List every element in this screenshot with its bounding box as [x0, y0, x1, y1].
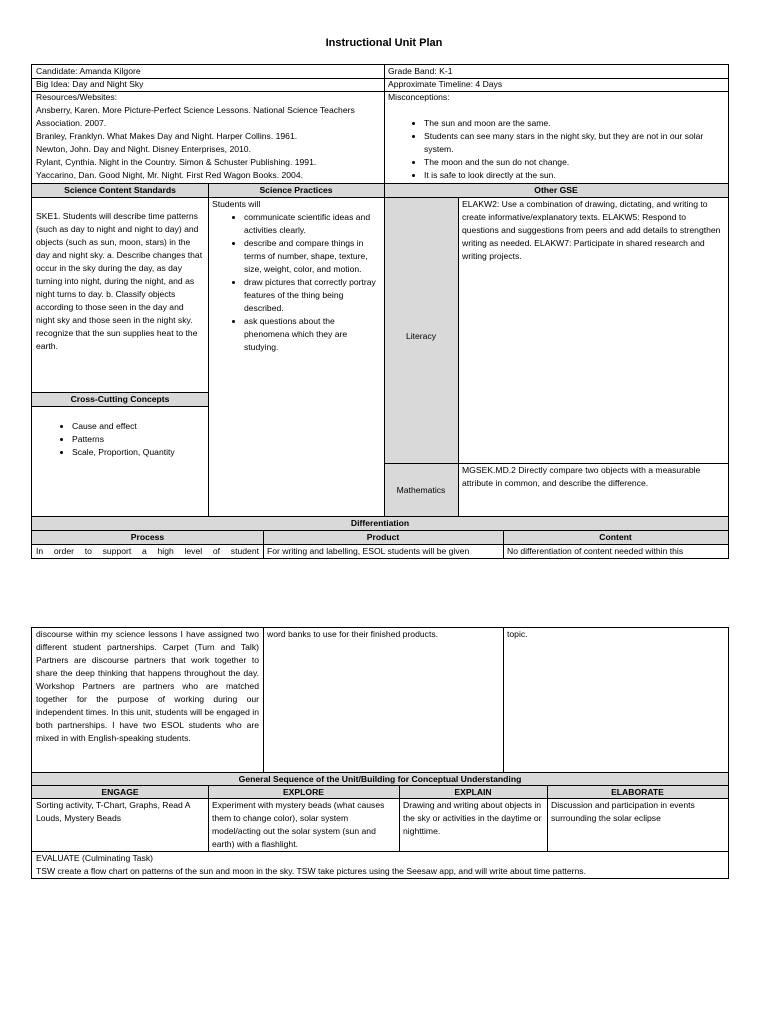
practice-item: • draw pictures that correctly portray features of the thing being described.: [244, 276, 380, 315]
cross-cutting-item: • Cause and effect: [72, 420, 204, 433]
literacy-text-cell: [458, 198, 728, 463]
grade-band-cell: [384, 65, 728, 78]
elaborate-cell: [547, 799, 728, 851]
header-label: Science Content Standards: [64, 185, 176, 195]
misconceptions-cell: [384, 91, 728, 183]
practices-list: [212, 211, 380, 354]
header-label: Science Practices: [259, 185, 333, 195]
engage-text: Sorting activity, T-Chart, Graphs, Read A Louds, Mystery Beads: [36, 800, 190, 823]
elaborate-label: ELABORATE: [611, 787, 664, 797]
elaborate-text: Discussion and participation in events surrounding the solar eclipse: [551, 800, 695, 823]
misconceptions-list: [388, 117, 724, 182]
process-label: Process: [130, 532, 165, 542]
rule: [32, 530, 728, 531]
content-text: No differentiation of content needed within this: [507, 546, 684, 556]
misconception-item: • The sun and moon are the same.: [424, 117, 724, 130]
resource-item: Yaccarino, Dan. Good Night, Mr. Night. First Red Wagon Books. 2004.: [36, 170, 304, 180]
rule: [32, 183, 728, 184]
unit-plan-table-continued: [31, 627, 729, 879]
product-text: For writing and labelling, ESOL students will be given: [267, 546, 470, 556]
header-science-practices: [208, 184, 384, 198]
product-header: [263, 531, 503, 545]
explain-cell: [399, 799, 547, 851]
document-title: Instructional Unit Plan: [325, 37, 443, 49]
literacy-label-text: Literacy: [405, 331, 437, 341]
misconception-item: • Students can see many stars in the night sky, but they are not in our solar system.: [424, 130, 724, 156]
explore-text: Experiment with mystery beads (what causes them to change color), solar system model/acting out the solar system (sun and earth) with a flashlight.: [212, 800, 385, 849]
rule: [384, 184, 385, 517]
practice-item: • describe and compare things in terms of number, shape, texture, size, weight, color, and motion.: [244, 237, 380, 276]
cross-cutting-item: • Scale, Proportion, Quantity: [72, 446, 204, 459]
mathematics-label: [384, 484, 458, 498]
mathematics-text-cell: [458, 464, 728, 516]
rule: [32, 516, 728, 517]
header-label: Other GSE: [534, 185, 578, 195]
resource-item: Newton, John. Day and Night. Disney Enterprises, 2010.: [36, 144, 251, 154]
product-text-continued-cell: [263, 628, 503, 772]
misconceptions-label: Misconceptions:: [388, 92, 450, 102]
engage-label: ENGAGE: [101, 787, 139, 797]
content-label: Content: [599, 532, 632, 542]
mathematics-label-text: Mathematics: [396, 485, 446, 495]
process-text: In order to support a high level of student: [36, 546, 259, 556]
process-text-continued-cell: [32, 628, 263, 772]
process-header: [32, 531, 263, 545]
rule: [32, 392, 208, 393]
evaluate-cell: [32, 852, 728, 878]
differentiation-header: [32, 517, 728, 531]
practice-item: • ask questions about the phenomena which they are studying.: [244, 315, 380, 354]
rule: [32, 406, 208, 407]
explore-label: EXPLORE: [282, 787, 325, 797]
big-idea-cell: [32, 78, 384, 91]
cross-cutting-cell: [32, 420, 208, 516]
mathematics-text: MGSEK.MD.2 Directly compare two objects with a measurable attribute in common, and describe the difference.: [462, 465, 701, 488]
resources-cell: [32, 91, 384, 183]
timeline-cell: [384, 78, 728, 91]
literacy-text: ELAKW2: Use a combination of drawing, dictating, and writing to create informative/explanatory texts. ELAKW5: Respond to questions and suggestions from peers and add details to strengthen writing as needed. ELAKW7: Participate in shared research and writing projects.: [462, 199, 721, 261]
sequence-label: General Sequence of the Unit/Building for Conceptual Understanding: [238, 774, 522, 784]
header-label: Cross-Cutting Concepts: [70, 394, 170, 404]
big-idea-text: Big Idea: Day and Night Sky: [36, 79, 144, 89]
header-cross-cutting: [32, 393, 208, 407]
unit-plan-table: [31, 64, 729, 559]
candidate-text: Candidate: Amanda Kilgore: [36, 66, 141, 76]
practices-intro: Students will: [212, 199, 261, 209]
process-text-cell: [32, 545, 263, 558]
grade-band-text: Grade Band: K-1: [388, 66, 453, 76]
timeline-text: Approximate Timeline: 4 Days: [388, 79, 503, 89]
misconception-item: • It is safe to look directly at the sun.: [424, 169, 724, 182]
standards-cell: [32, 210, 208, 392]
explore-cell: [208, 799, 399, 851]
content-header: [503, 531, 728, 545]
resource-item: Rylant, Cynthia. Night in the Country. Simon & Schuster Publishing. 1991.: [36, 157, 317, 167]
standards-text: SKE1. Students will describe time patterns (such as day to night and night to day) and objects (such as sun, moon, stars) in the day and night sky. a. Describe changes that occur in the sky during the day, as day turning into night, during the night, and as night turns to day. b. Classify objects according to those seen in the day and night sky and those seen in the night sky. recognize that the sun supplies heat to the earth.: [36, 211, 203, 351]
resources-label: Resources/Websites:: [36, 92, 118, 102]
product-label: Product: [366, 532, 400, 542]
product-text-cell: [263, 545, 503, 558]
process-text-continued: discourse within my science lessons I have assigned two different student partnerships. Carpet (Turn and Talk) Partners are discourse partners that work together to share the deep thinking that happens throughout the day. Workshop Partners are partners who are matched together for the purpose of working during our independent times. In this unit, students will be engaged in both partnerships. I have two ESOL students who are mixed in with English-speaking students.: [36, 629, 259, 743]
practice-item: • communicate scientific ideas and activities clearly.: [244, 211, 380, 237]
header-other-gse: [384, 184, 728, 198]
cross-cutting-item: • Patterns: [72, 433, 204, 446]
misconception-item: • The moon and the sun do not change.: [424, 156, 724, 169]
content-text-continued-cell: [503, 628, 728, 772]
cross-cutting-list: [36, 420, 204, 459]
resource-item: Ansberry, Karen. More Picture-Perfect Science Lessons. National Science Teachers Association. 2007.: [36, 105, 355, 128]
rule: [32, 785, 728, 786]
evaluate-text: TSW create a flow chart on patterns of the sun and moon in the sky. TSW take pictures using the Seesaw app, and will write about time patterns.: [36, 866, 586, 876]
resource-item: Branley, Franklyn. What Makes Day and Night. Harper Collins. 1961.: [36, 131, 298, 141]
engage-cell: [32, 799, 208, 851]
practices-cell: [208, 198, 384, 516]
candidate-cell: [32, 65, 384, 78]
explain-text: Drawing and writing about objects in the sky or activities in the daytime or nighttime.: [403, 800, 542, 836]
literacy-label: [384, 330, 458, 344]
differentiation-label: Differentiation: [350, 518, 410, 528]
explain-label: EXPLAIN: [454, 787, 492, 797]
content-text-cell: [503, 545, 728, 558]
product-text-continued: word banks to use for their finished products.: [267, 629, 439, 639]
evaluate-label: EVALUATE (Culminating Task): [36, 853, 154, 863]
content-text-continued: topic.: [507, 629, 528, 639]
rule: [32, 772, 728, 773]
header-science-content-standards: [32, 184, 208, 198]
